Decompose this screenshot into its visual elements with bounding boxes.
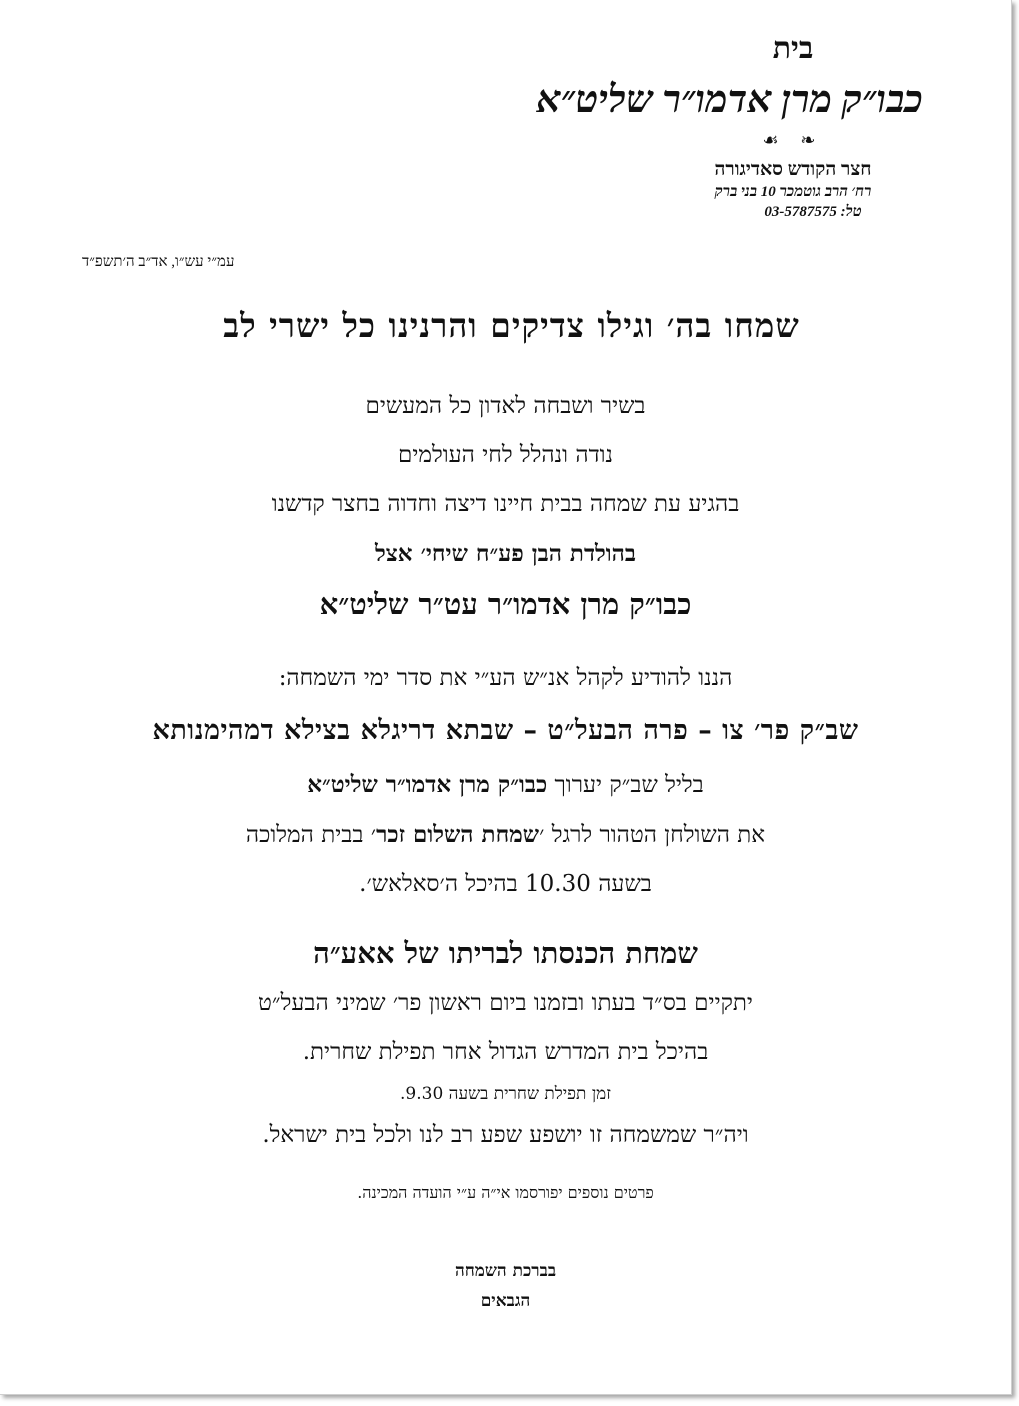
opening-line-4: בהולדת הבן פע״ח שיחי׳ אצל: [375, 540, 636, 567]
letterhead: [536, 30, 923, 222]
letterhead-address: רח׳ הרב גוטמכר 10 בני ברק: [714, 184, 872, 200]
signature-line-1: בברכת השמחה: [454, 1261, 557, 1281]
shabbat-line-2-bold: שמחת השלום זכר: [376, 821, 540, 848]
brit-time-note: זמן תפילת שחרית בשעה 9.30.: [400, 1084, 611, 1104]
date-line: עמ״י עש״ו, אד״ב ה׳תשפ״ד: [82, 254, 235, 270]
shabbat-line-2-post: ׳ בבית המלוכה: [245, 822, 377, 848]
letterhead-house: בית: [772, 32, 814, 65]
letter-body: [0, 300, 1011, 1316]
headline: שמחו בה׳ וגילו צדיקים והרנינו כל ישרי לב: [223, 306, 800, 345]
shabbat-line-1-bold: כבו״ק מרן אדמו״ר שליט״א: [307, 771, 548, 798]
letterhead-rebbe-title: כבו״ק מרן אדמו״ר שליט״א: [536, 79, 923, 121]
shabbat-line-2: [0, 810, 1011, 860]
letterhead-court: חצר הקודש סאדיגורה: [714, 159, 872, 180]
signature-line-2: הגבאים: [480, 1291, 531, 1311]
opening-line-3: בהגיע עת שמחה בבית חיינו דיצה וחדוה בחצר קדשנו: [271, 491, 740, 517]
brit-line-1: יתקיים בס״ד בעתו ובזמנו ביום ראשון פר׳ שמיני הבעל״ט: [258, 990, 753, 1016]
brit-blessing: ויה״ר שמשמחה זו יושפע שפע רב לנו ולכל בית ישראל.: [262, 1122, 749, 1148]
brit-heading: שמחת הכנסתו לבריתו של אאע״ה: [313, 936, 698, 970]
shabbat-heading: שב״ק פר׳ צו – פרה הבעל״ט – שבתא דריגלא בצילא דמהימנותא: [152, 715, 859, 746]
brit-line-2: בהיכל בית המדרש הגדול אחר תפילת שחרית.: [302, 1039, 709, 1065]
opening-line-1: בשיר ושבחה לאדון כל המעשים: [365, 393, 646, 419]
announcement: הננו להודיע לקהל אנ״ש הע״י את סדר ימי השמחה:: [278, 665, 733, 691]
opening-line-5: כבו״ק מרן אדמו״ר עט״ר שליט״א: [319, 587, 692, 621]
opening-line-2: נודה ונהלל לחי העולמים: [397, 442, 613, 468]
ornament-icon: ❧ ☙: [762, 130, 824, 151]
shabbat-line-3: בשעה 10.30 בהיכל ה׳סאלאש׳.: [359, 871, 652, 897]
shabbat-line-2-pre: את השולחן הטהור לרגל ׳: [539, 822, 766, 848]
letterhead-phone: טל: 03-5787575: [764, 204, 862, 220]
shabbat-line-1: [0, 760, 1011, 810]
details-note: פרטים נוספים יפורסמו אי״ה ע״י הועדה המכינה.: [357, 1183, 654, 1202]
shabbat-line-1-text: בליל שב״ק יערוך: [547, 772, 704, 798]
